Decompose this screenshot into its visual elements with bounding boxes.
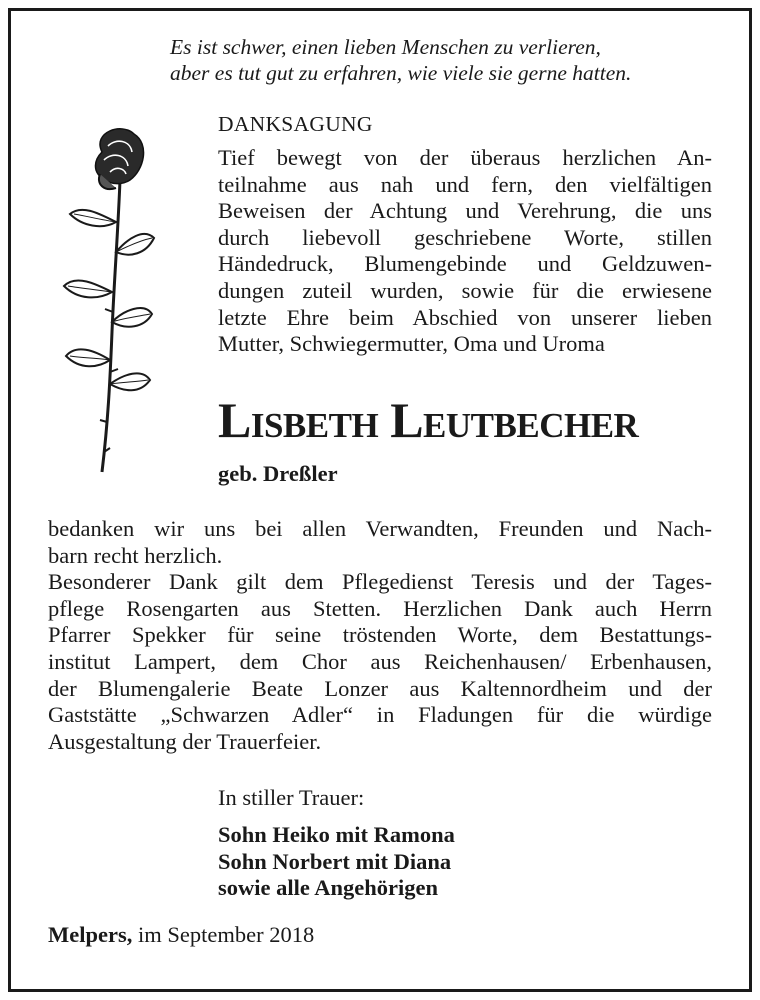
body-line: Gaststätte „Schwarzen Adler“ in Fladungen für die würdige — [48, 702, 712, 728]
body-line: der Blumengalerie Beate Lonzer aus Kaltennordheim und der — [48, 675, 712, 701]
thanks-paragraph — [48, 516, 712, 755]
place-date — [48, 922, 314, 948]
intro-line: dungen zuteil wurden, sowie für die erwiesene — [218, 277, 712, 303]
intro-line: Mutter, Schwiegermutter, Oma und Uroma — [218, 331, 605, 357]
intro-line: Beweisen der Achtung und Verehrung, die uns — [218, 198, 712, 224]
intro-line: teilnahme aus nah und fern, den vielfältigen — [218, 171, 712, 197]
motto-line-2: aber es tut gut zu erfahren, wie viele sie gerne hatten. — [170, 61, 632, 85]
body-line: Besonderer Dank gilt dem Pflegedienst Teresis und der Tages- — [48, 569, 712, 595]
body-line: pflege Rosengarten aus Stetten. Herzlichen Dank auch Herrn — [48, 595, 712, 621]
motto-line-1: Es ist schwer, einen lieben Menschen zu verlieren, — [170, 35, 601, 59]
family-member: Sohn Heiko mit Ramona — [218, 822, 455, 847]
mourning-label: In stiller Trauer: — [218, 785, 365, 810]
body-line: Pfarrer Spekker für seine tröstenden Worte, dem Bestattungs- — [48, 622, 712, 648]
intro-line: durch liebevoll geschriebene Worte, stillen — [218, 224, 712, 250]
place-town: Melpers, — [48, 922, 133, 947]
body-line: institut Lampert, dem Chor aus Reichenhausen/ Erbenhausen, — [48, 648, 712, 674]
deceased-name: Lisbeth Leutbecher — [218, 392, 639, 448]
place-date-text: im September 2018 — [137, 922, 315, 947]
heading-danksagung: DANKSAGUNG — [218, 112, 373, 136]
intro-paragraph — [218, 145, 712, 358]
intro-line: Tief bewegt von der überaus herzlichen An- — [218, 145, 712, 170]
body-line: bedanken wir uns bei allen Verwandten, Freunden und Nach- — [48, 516, 712, 541]
body-line: Ausgestaltung der Trauerfeier. — [48, 728, 322, 754]
intro-line: Händedruck, Blumengebinde und Geldzuwen- — [218, 251, 712, 277]
family-member: sowie alle Angehörigen — [218, 875, 438, 901]
birth-name: geb. Dreßler — [218, 461, 338, 486]
motto-quote — [170, 34, 631, 86]
intro-line: letzte Ehre beim Abschied von unserer lieben — [218, 304, 712, 330]
rose-icon — [52, 122, 172, 482]
family-list — [218, 822, 455, 902]
family-member: Sohn Norbert mit Diana — [218, 848, 452, 874]
body-line: barn recht herzlich. — [48, 542, 223, 568]
